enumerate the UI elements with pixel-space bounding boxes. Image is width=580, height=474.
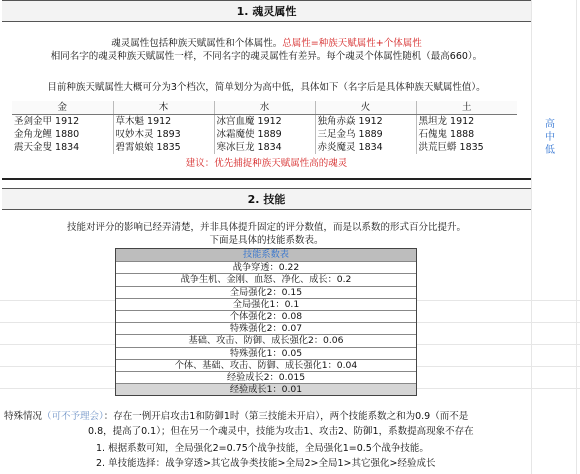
note-1: 1. 根据系数可知，全局强化2=0.75个战争技能，全局强化1=0.5个战争技能。 — [96, 443, 429, 454]
intro-line-2: 相同名字的魂灵种族天赋属性一样，不同名字的魂灵属性有差异。每个魂灵个体属性随机（最高660）。 — [50, 51, 483, 62]
table-cell: 圣剑金甲 1912 — [12, 115, 113, 129]
table-cell: 洪荒巨蟒 1835 — [418, 142, 484, 153]
table-cell: 赤炎魔灵 1834 — [315, 141, 416, 154]
special-case-note — [4, 409, 576, 439]
note-2: 2. 单技能选择：战争穿透>其它战争类技能>全局2>全局1>其它强化>经验成长 — [96, 458, 436, 469]
ignorable-note: （可不予理会） — [42, 411, 104, 422]
coef-row: 个体、基础、攻击、防御、成长强化1：0.04 — [116, 359, 416, 371]
special-line-2: 0.8，提高了0.1）；但在另一个魂灵中，技能为攻击1、攻击2、防御1，系数提高现象不存在 — [88, 426, 474, 437]
skills-line-2: 下面是具体的技能系数表。 — [209, 235, 324, 246]
element-water: 水 — [214, 101, 315, 115]
table-cell: 冰宫血魔 1912 — [214, 115, 315, 129]
section2-header: 2. 技能 — [2, 188, 531, 210]
table-cell: 冰霜魔使 1889 — [214, 128, 315, 141]
table-cell: 石傀鬼 1888 — [418, 129, 475, 140]
coef-row: 经验成长1：0.01 — [116, 383, 416, 395]
intro-line-1 — [2, 37, 531, 50]
table-cell: 叹妙木灵 1893 — [113, 128, 214, 141]
coef-table-title: 技能系数表 — [116, 249, 416, 261]
table-cell: 寒冰巨龙 1834 — [214, 141, 315, 154]
coef-row: 基础、攻击、防御、成长强化2：0.06 — [116, 334, 416, 346]
table-row — [12, 115, 517, 129]
element-metal: 金 — [12, 101, 113, 115]
table-cell: 震天金叟 1834 — [12, 141, 113, 154]
intro-prefix: 魂灵属性包括种族天赋属性和个体属性。 — [111, 38, 283, 49]
coef-row: 战争生机、金刚、血怒、净化、成长：0.2 — [116, 273, 416, 285]
table-cell: 草木魁 1912 — [113, 115, 214, 129]
skill-coefficient-table — [115, 248, 417, 396]
element-tier-table — [12, 101, 517, 154]
table-cell: 三足金乌 1889 — [315, 128, 416, 141]
special-label: 特殊情况 — [4, 411, 43, 422]
special-text-1: ：存在一例开启攻击1和防御1时（第三技能未开启），两个技能系数之和为0.9（而不是 — [103, 411, 469, 422]
tier-description: 目前种族天赋属性大概可分为3个档次，简单划分为高中低，具体如下（名字后是具体种族天赋属性值）。 — [47, 82, 486, 93]
coef-row: 战争穿透：0.22 — [116, 261, 416, 273]
coef-row: 全局强化1：0.1 — [116, 298, 416, 310]
skills-line-1: 技能对评分的影响已经弄清楚，并非具体提升固定的评分数值，而是以系数的形式百分比提升。 — [66, 222, 466, 233]
table-cell: 黑坦龙 1912 — [418, 116, 475, 127]
element-header-row — [12, 101, 517, 115]
table-cell: 金角龙鲤 1880 — [12, 128, 113, 141]
table-row — [12, 128, 517, 141]
capture-advice: 建议：优先捕捉种族天赋属性高的魂灵 — [185, 158, 348, 169]
coef-row: 特殊强化1：0.05 — [116, 347, 416, 359]
element-wood: 木 — [113, 101, 214, 115]
tier-label-high: 高 — [545, 119, 555, 130]
section1-header: 1. 魂灵属性 — [2, 0, 531, 22]
element-fire: 火 — [315, 101, 416, 115]
section-soul-attributes — [2, 0, 531, 180]
table-cell: 碧霄娘娘 1835 — [113, 141, 214, 154]
conclusion-notes — [96, 441, 435, 471]
element-earth: 土 — [416, 101, 517, 115]
table-row — [12, 141, 517, 154]
coef-row: 个体强化2：0.08 — [116, 310, 416, 322]
attribute-formula: 总属性=种族天赋属性+个体属性 — [282, 38, 422, 49]
coef-row: 特殊强化2：0.07 — [116, 322, 416, 334]
table-cell: 独角赤焱 1912 — [315, 115, 416, 129]
coef-row: 全局强化2：0.15 — [116, 286, 416, 298]
coef-row: 经验成长2：0.015 — [116, 371, 416, 383]
special-line-1 — [4, 409, 576, 424]
tier-label-low: 低 — [545, 145, 555, 156]
tier-label-mid: 中 — [545, 132, 555, 143]
